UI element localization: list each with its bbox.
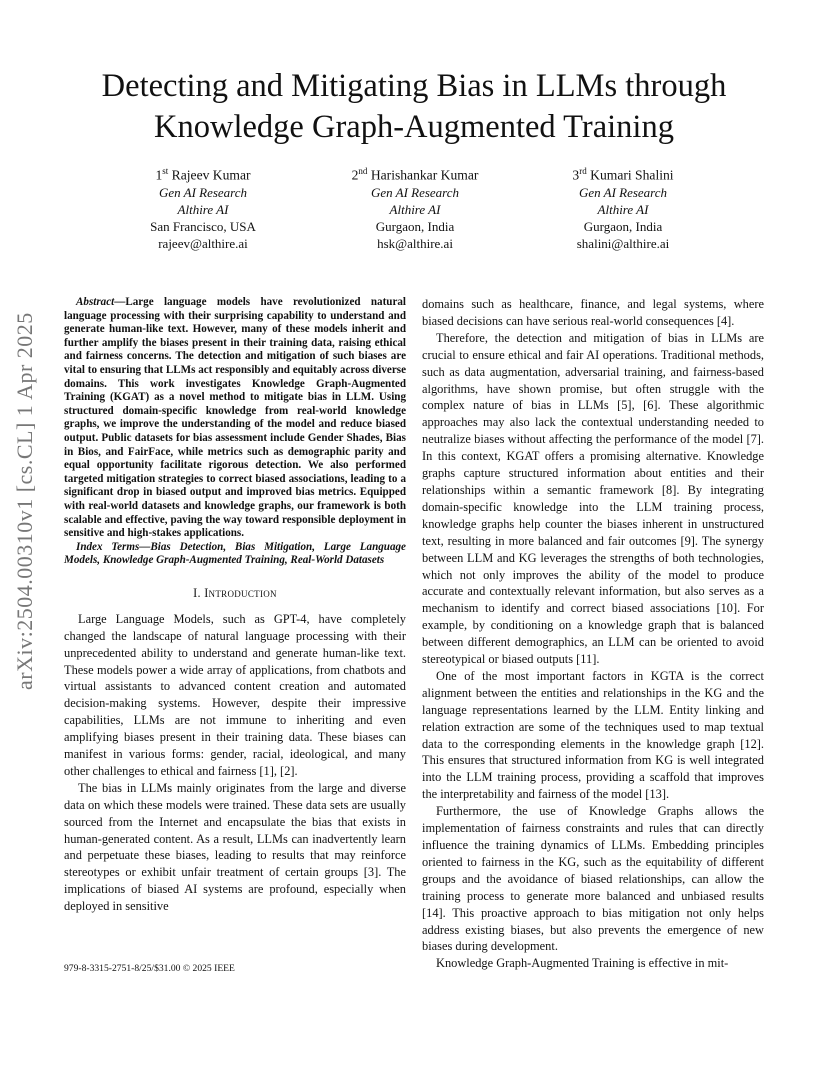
title-line-2: Knowledge Graph-Augmented Training	[154, 109, 674, 145]
index-terms: Index Terms—Bias Detection, Bias Mitigation, Large Language Models, Knowledge Graph-Augmented Training, Real-World Datasets	[64, 540, 406, 567]
author-location: Gurgaon, India	[583, 219, 663, 235]
paragraph: Furthermore, the use of Knowledge Graphs allows the implementation of fairness constraints and rules that can directly influence the training dynamics of LLMs. Embedding principles oriented to fairness in the KG, such as the equitability of different groups and the avoidance of biased relationships, can allow the training process to generate more balanced and unbiased results [14]. This proactive approach to bias mitigation not only helps address existing biases, but also prevents the emergence of new biases during development.	[422, 804, 764, 954]
abstract-lead: Abstract	[76, 296, 115, 308]
author-block-2	[300, 163, 530, 253]
section-numeral: I.	[193, 585, 201, 600]
paragraph: Knowledge Graph-Augmented Training is effective in mit-	[436, 956, 729, 971]
author-email[interactable]: rajeev@althire.ai	[158, 236, 248, 252]
author-dept: Gen AI Research	[158, 184, 248, 200]
paragraph: Large Language Models, such as GPT-4, have completely changed the landscape of natural language processing with their unprecedented ability to understand and generate human-like text. These models power a wide array of applications, from chatbots and virtual assistants to advanced content creation and automated decision-making systems. However, despite their impressive capabilities, LLMs are not immune to inheriting and even amplifying biases present in their training data. These biases can manifest in various forms: gender, racial, ideological, and many other challenges to ethical and fairness [1], [2].	[64, 611, 406, 778]
author-email[interactable]: shalini@althire.ai	[576, 236, 670, 252]
left-column	[64, 296, 406, 915]
abstract	[64, 296, 406, 541]
right-column	[422, 296, 764, 972]
author-dept: Gen AI Research	[370, 184, 460, 200]
paragraph: One of the most important factors in KGTA is the correct alignment between the entities and relationships in the KG and the language representations learned by the LLM. Entity linking and relation extraction are some of the techniques used to map textual data to the corresponding elements in the knowledge graph [12]. This ensures that structured information from KG is well integrated into the LLM training process, providing a scaffold that improves the interpretability and fairness of the model [13].	[422, 668, 764, 802]
author-name: 1st Rajeev Kumar	[155, 166, 251, 183]
author-block-1	[88, 163, 318, 253]
author-block-3	[508, 163, 738, 253]
author-name: 3rd Kumari Shalini	[572, 166, 674, 183]
arxiv-identifier: arXiv:2504.00310v1 [cs.CL] 1 Apr 2025	[12, 312, 37, 690]
title-line-1: Detecting and Mitigating Bias in LLMs through	[101, 68, 727, 104]
author-name: 2nd Harishankar Kumar	[351, 166, 479, 183]
paragraph: The bias in LLMs mainly originates from the large and diverse data on which these models were trained. These data sets are usually sourced from the Internet and encapsulate the bias that exists in human-generated content. As a result, LLMs can inadvertently learn and perpetuate these biases, leading to results that may reinforce stereotypes or exhibit unfair treatment of certain groups [3]. The implications of biased AI systems are profound, especially when deployed in sensitive	[64, 780, 406, 914]
section-heading-introduction	[64, 585, 406, 602]
copyright-footer: 979-8-3315-2751-8/25/$31.00 © 2025 IEEE	[64, 963, 235, 974]
author-org: Althire AI	[177, 201, 229, 217]
author-org: Althire AI	[597, 201, 649, 217]
paragraph: domains such as healthcare, finance, and legal systems, where biased decisions can have serious real-world consequences [4].	[422, 297, 764, 328]
author-org: Althire AI	[389, 201, 441, 217]
section-title: Introduction	[204, 585, 277, 600]
abstract-text: —Large language models have revolutionized natural language processing with their surprising capability to understand and generate human-like text. However, many of these models inherit and further amplify the biases present in their training data, raising ethical and fairness concerns. The detection and mitigation of such biases are vital to ensuring that LLMs act responsibly and equitably across diverse domains. This work investigates Knowledge Graph-Augmented Training (KGAT) as a novel method to mitigate bias in LLM. Using structured domain-specific knowledge from real-world knowledge graphs, we improve the understanding of the model and reduce biased output. Public datasets for bias assessment include Gender Shades, Bias in Bios, and FairFace, while metrics such as demographic parity and equal opportunity facilitate rigorous detection. We also performed targeted mitigation strategies to correct biased associations, leading to a significant drop in biased output and improved bias metrics. Equipped with real-world datasets and knowledge graphs, our framework is both scalable and effective, paving the way toward responsible deployment in sensitive and high-stakes applications.	[64, 296, 406, 540]
paper-title	[60, 66, 768, 148]
author-location: San Francisco, USA	[150, 219, 256, 235]
author-dept: Gen AI Research	[578, 184, 668, 200]
author-location: Gurgaon, India	[375, 219, 455, 235]
paragraph: Therefore, the detection and mitigation of bias in LLMs are crucial to ensure ethical and fair AI operations. Traditional methods, such as data augmentation, adversarial training, and fairness-based algorithms, have shown promise, but often struggle with the complex nature of bias in LLMs [5], [6]. These algorithmic approaches may also lack the contextual understanding needed to neutralize biases without affecting the performance of the model [7]. In this context, KGAT offers a promising alternative. Knowledge graphs capture structured information about entities and their relationships within a semantic framework [8]. By integrating domain-specific knowledge into the LLM training process, knowledge graphs help counter the biases inherent in unstructured text, resulting in more balanced and fair outcomes [9]. The synergy between LLM and KG leverages the strengths of both technologies, which not only improves the ability of the model to produce accurate and contextually relevant information, but also serves as a mechanism to identify and correct biased associations [10]. For example, by conditioning on a knowledge graph that is balanced between different demographics, an LLM can be oriented to avoid stereotypical or biased outputs [11].	[422, 330, 764, 667]
author-email[interactable]: hsk@althire.ai	[377, 236, 453, 252]
